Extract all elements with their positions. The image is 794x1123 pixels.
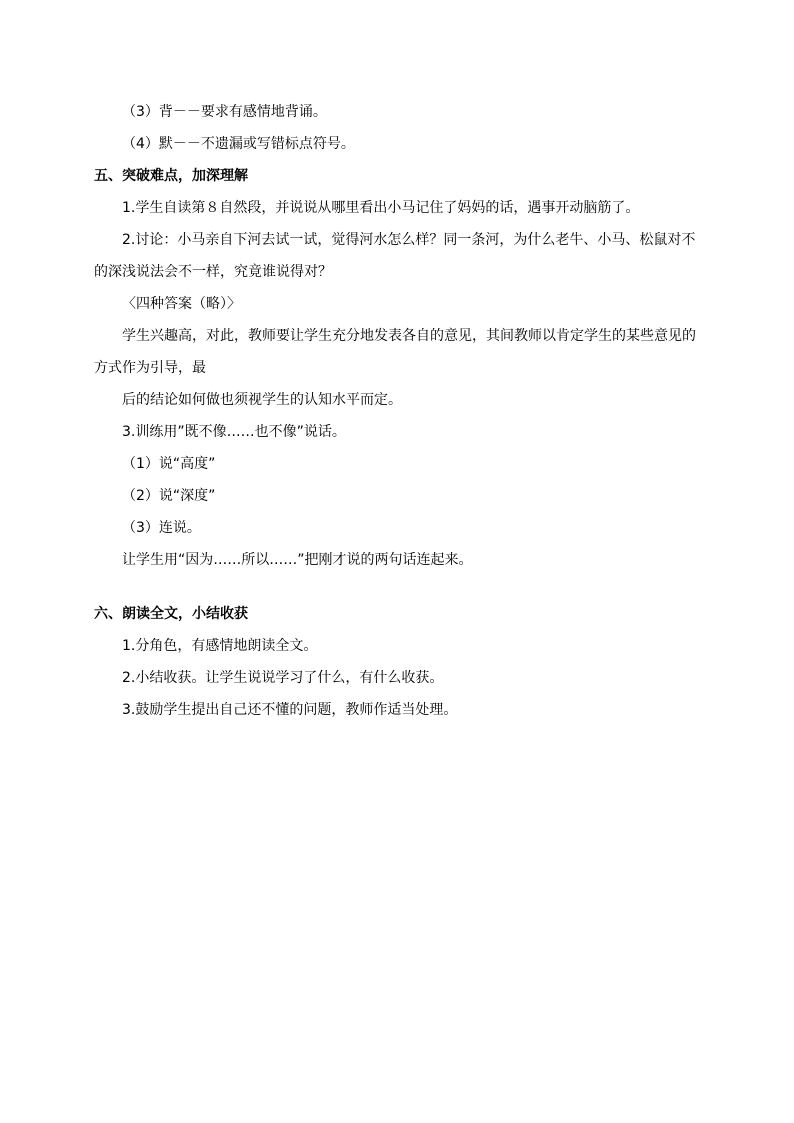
item-dictate: （4）默－－不遗漏或写错标点符号。 bbox=[122, 136, 355, 152]
paragraph-continuation: 方式作为引导，最 bbox=[94, 360, 206, 376]
paragraph: 2.讨论：小马亲自下河去试一试，觉得河水怎么样？同一条河，为什么老牛、小马、松鼠对不 bbox=[122, 232, 696, 248]
list-item: （1）说“高度” bbox=[122, 456, 216, 472]
list-item: （3）连说。 bbox=[122, 520, 201, 536]
paragraph: 3.鼓励学生提出自己还不懂的问题，教师作适当处理。 bbox=[122, 702, 458, 718]
paragraph: 1.学生自读第８自然段，并说说从哪里看出小马记住了妈妈的话，遇事开动脑筋了。 bbox=[122, 200, 640, 216]
paragraph: 让学生用“因为……所以……”把刚才说的两句话连起来。 bbox=[122, 552, 473, 568]
paragraph: 学生兴趣高，对此，教师要让学生充分地发表各自的意见，其间教师以肯定学生的某些意见的 bbox=[122, 328, 696, 344]
paragraph-continuation: 的深浅说法会不一样，究竟谁说得对？ bbox=[94, 264, 332, 280]
paragraph: 2.小结收获。让学生说说学习了什么，有什么收获。 bbox=[122, 670, 444, 686]
paragraph: 3.训练用”既不像……也不像”说话。 bbox=[122, 424, 346, 440]
paragraph-continuation: 后的结论如何做也须视学生的认知水平而定。 bbox=[122, 392, 402, 408]
paragraph: 1.分角色，有感情地朗读全文。 bbox=[122, 638, 318, 654]
paragraph: 〈四种答案（略）〉 bbox=[122, 296, 241, 312]
section-heading-5: 五、突破难点，加深理解 bbox=[94, 168, 248, 184]
item-recite: （3）背－－要求有感情地背诵。 bbox=[122, 104, 327, 120]
list-item: （2）说“深度” bbox=[122, 488, 216, 504]
section-heading-6: 六、朗读全文，小结收获 bbox=[94, 606, 248, 622]
